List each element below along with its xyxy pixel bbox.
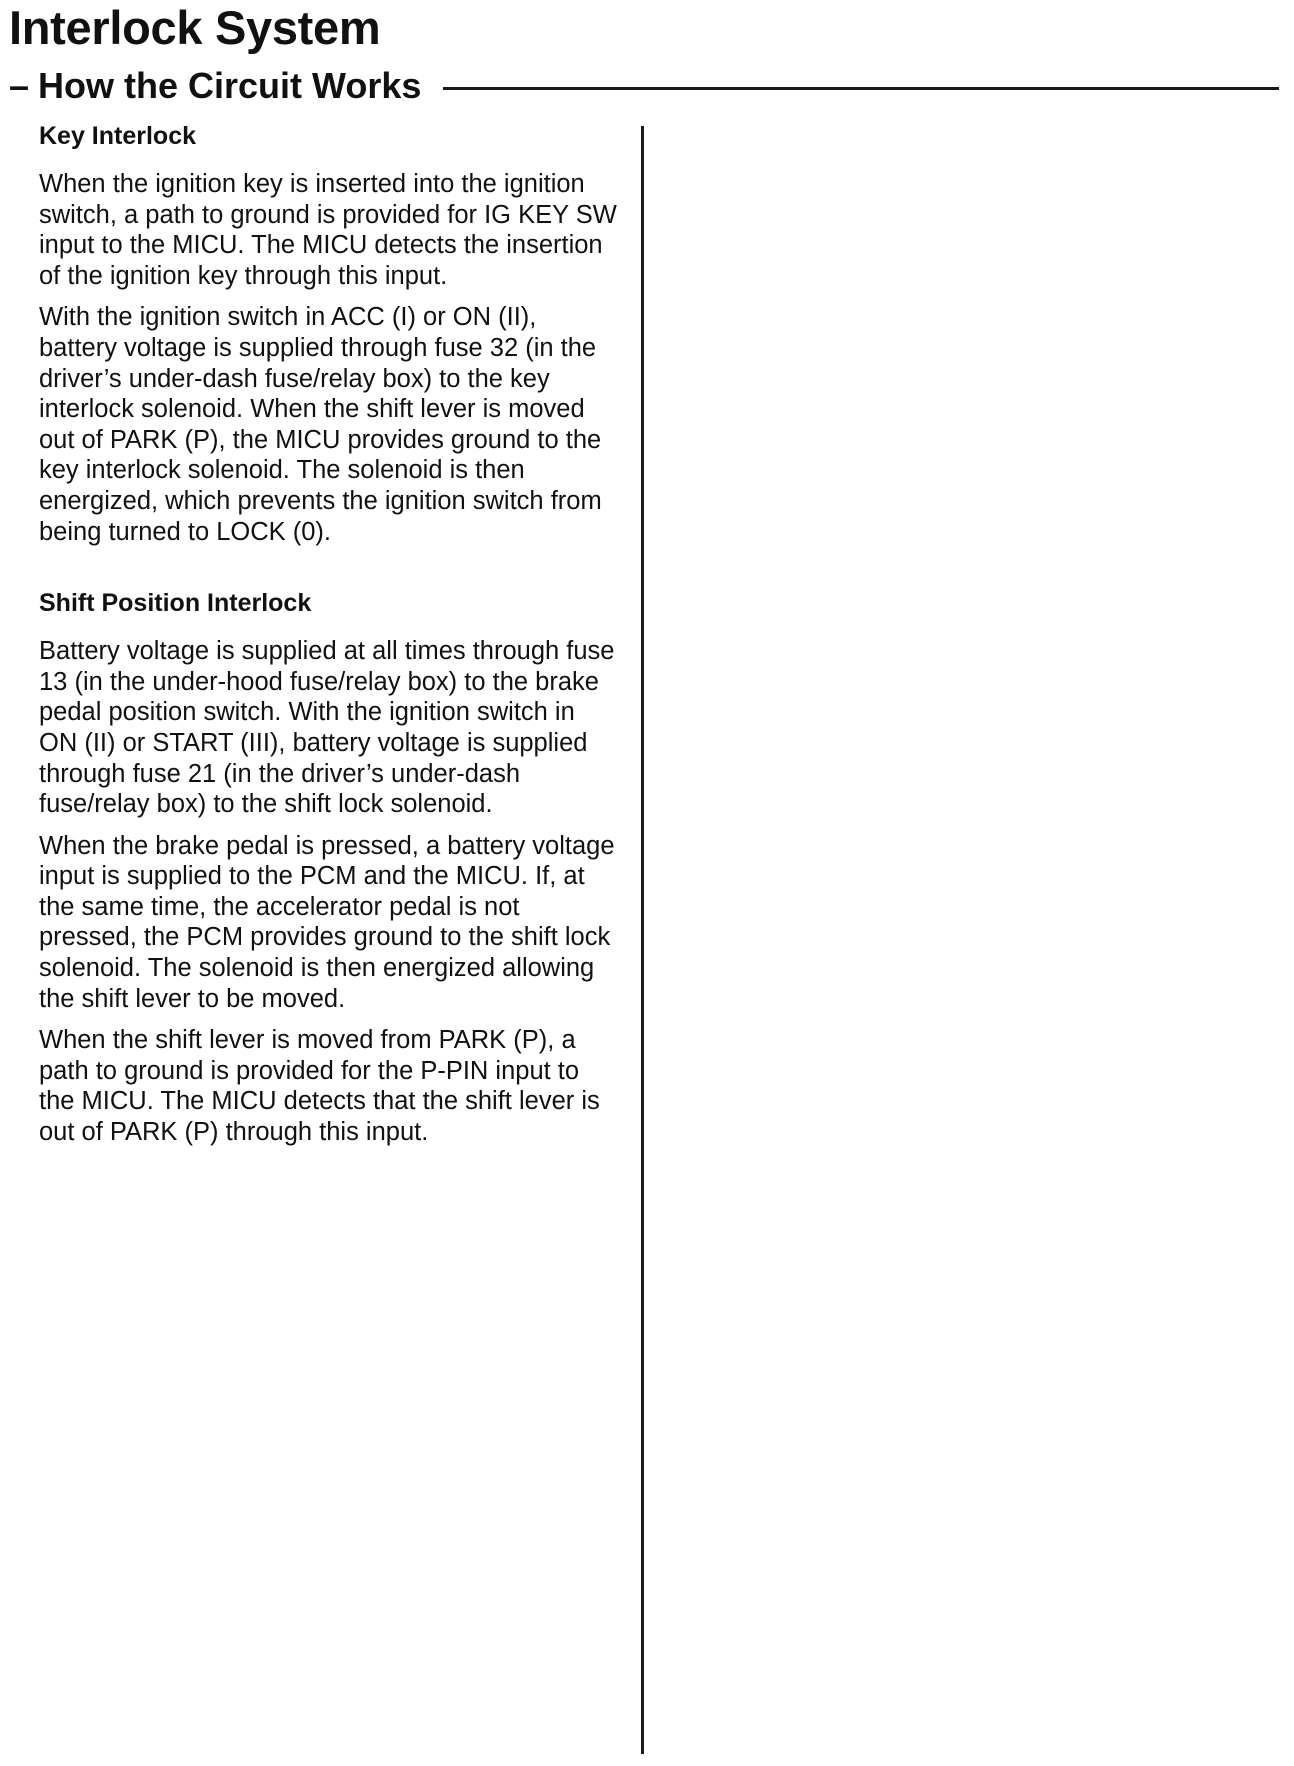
subtitle-row (9, 64, 1279, 108)
page-title: Interlock System (9, 1, 381, 54)
section-heading-shift-position-interlock: Shift Position Interlock (39, 589, 312, 618)
paragraph: When the brake pedal is pressed, a battery voltage input is supplied to the PCM and the MICU. If, at the same time, the accelerator pedal is not pressed, the PCM provides ground to the shift lock solenoid. The solenoid is then energized allowing the shift lever to be moved. (39, 831, 615, 1013)
page-subtitle: How the Circuit Works (38, 65, 422, 106)
column-divider (641, 126, 644, 1754)
paragraph: Battery voltage is supplied at all times through fuse 13 (in the under-hood fuse/relay box) to the brake pedal position switch. With the ignition switch in ON (II) or START (III), battery voltage is supplied through fuse 21 (in the driver’s under-dash fuse/relay box) to the shift lock solenoid. (39, 637, 615, 819)
paragraph: When the shift lever is moved from PARK (P), a path to ground is provided for the P-PIN input to the MICU. The MICU detects that the shift lever is out of PARK (P) through this input. (39, 1026, 600, 1147)
subtitle-rule (443, 87, 1279, 90)
section-heading-key-interlock: Key Interlock (39, 122, 197, 150)
paragraph: When the ignition key is inserted into the ignition switch, a path to ground is provided for IG KEY SW input to the MICU. The MICU detects the insertion of the ignition key through this input. (39, 170, 617, 290)
text-column (39, 118, 619, 1148)
subtitle-dash: – (9, 65, 30, 106)
paragraph: With the ignition switch in ACC (I) or ON (II), battery voltage is supplied through fuse 32 (in the driver’s under-dash fuse/relay box) to the key interlock solenoid. When the shift lever is moved out of PARK (P), the MICU provides ground to the key interlock solenoid. The solenoid is then energized, which prevents the ignition switch from being turned to LOCK (0). (39, 303, 602, 546)
